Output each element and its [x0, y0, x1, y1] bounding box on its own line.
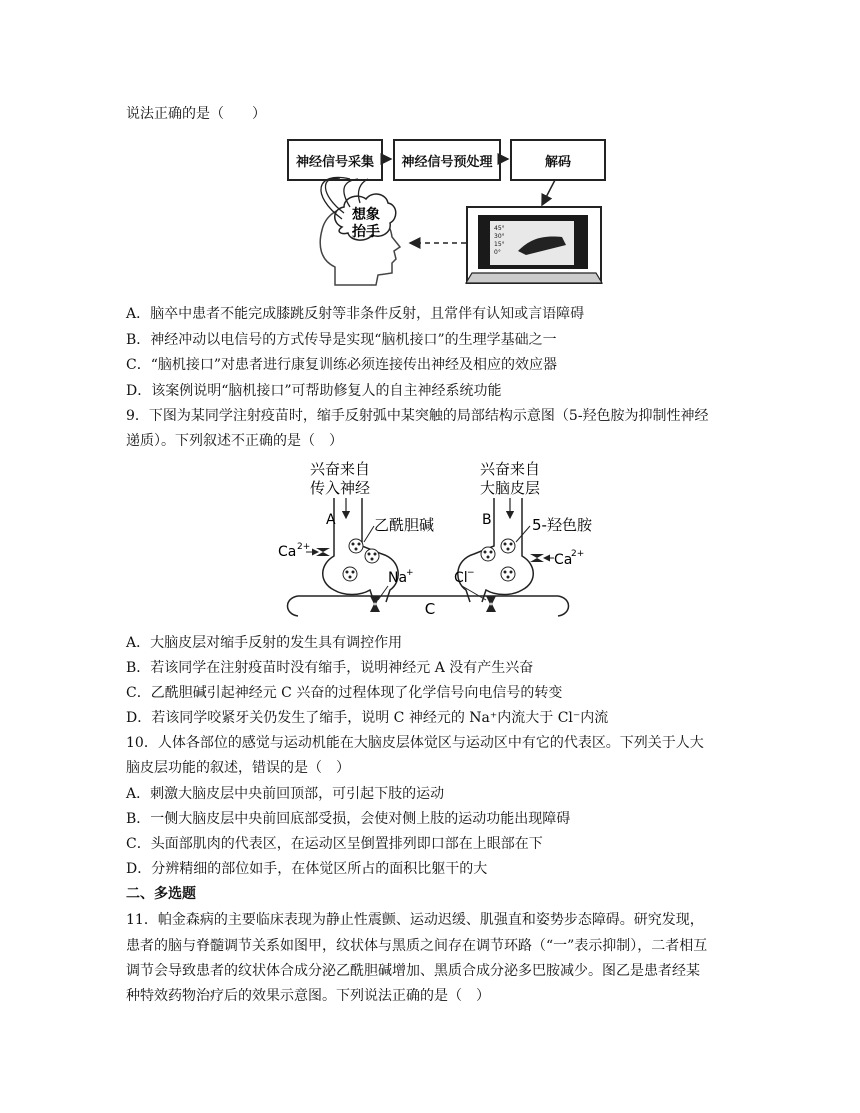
label-a: A: [326, 512, 336, 528]
q8-option-a: A．脑卒中患者不能完成膝跳反射等非条件反射，且常伴有认知或言语障碍: [126, 306, 585, 322]
screen-angle-30: 30°: [494, 233, 505, 240]
label-ca-right: Ca: [554, 552, 573, 568]
left-source-line2: 传入神经: [309, 479, 371, 497]
thought-text-2: 抬手: [352, 224, 380, 240]
q9-option-b: B．若该同学在注射疫苗时没有缩手，说明神经元 A 没有产生兴奋: [126, 660, 534, 676]
label-ca-left-sup: 2+: [297, 542, 311, 552]
q11-line2: 患者的脑与脊髓调节关系如图甲，纹状体与黑质之间存在调节环路（“一”表示抑制），二者相互: [126, 938, 708, 954]
label-na-sup: +: [406, 568, 414, 578]
q8-stem-tail: 说法正确的是（ ）: [126, 106, 266, 122]
q9-option-c: C．乙酰胆碱引起神经元 C 兴奋的过程体现了化学信号向电信号的转变: [126, 685, 563, 701]
label-na: Na: [388, 570, 408, 586]
label-acetylcholine: 乙酰胆碱: [374, 516, 435, 534]
label-c: C: [424, 600, 436, 618]
arrow-decode-to-laptop: [542, 180, 555, 205]
label-cl-sup: −: [467, 568, 475, 578]
bci-diagram: [280, 135, 620, 295]
label-cl: Cl: [454, 570, 468, 586]
section-title-multiple-choice: 二、多选题: [126, 886, 196, 902]
screen-angle-0: 0°: [494, 249, 501, 256]
label-serotonin: 5-羟色胺: [532, 516, 592, 534]
q10-stem-line2: 脑皮层功能的叙述，错误的是（ ）: [126, 760, 350, 776]
right-source-line2: 大脑皮层: [479, 479, 541, 497]
q11-line4: 种特效药物治疗后的效果示意图。下列说法正确的是（ ）: [126, 988, 490, 1004]
q11-line3: 调节会导致患者的纹状体合成分泌乙酰胆碱增加、黑质合成分泌多巴胺减少。图乙是患者经某: [126, 963, 700, 979]
right-source-line1: 兴奋来自: [479, 460, 541, 478]
q10-stem-line1: 10．人体各部位的感觉与运动机能在大脑皮层体觉区与运动区中有它的代表区。下列关于人大: [126, 735, 704, 751]
screen-angle-15: 15°: [494, 241, 505, 248]
q10-option-c: C．头面部肌肉的代表区，在运动区呈倒置排列即口部在上眼部在下: [126, 836, 543, 852]
q9-stem-line2: 递质）。下列叙述不正确的是（ ）: [126, 433, 343, 449]
q11-line1: 11．帕金森病的主要临床表现为静止性震颤、运动迟缓、肌强直和姿势步态障碍。研究发现，: [126, 912, 704, 928]
label-ca-right-sup: 2+: [571, 549, 585, 559]
q10-option-b: B．一侧大脑皮层中央前回底部受损，会使对侧上肢的运动功能出现障碍: [126, 811, 571, 827]
q10-option-a: A．刺激大脑皮层中央前回顶部，可引起下肢的运动: [126, 786, 445, 802]
neuron-b-terminal: [458, 498, 533, 602]
thought-text-1: 想象: [352, 207, 380, 223]
left-source-line1: 兴奋来自: [309, 460, 371, 478]
q8-option-b: B．神经冲动以电信号的方式传导是实现“脑机接口”的生理学基础之一: [126, 332, 557, 348]
flow-box-signal-preprocessing-label: 神经信号预处理: [401, 154, 493, 170]
flow-box-signal-collection-label: 神经信号采集: [295, 154, 374, 170]
synapse-diagram: [278, 456, 592, 626]
laptop-keyboard: [466, 273, 602, 283]
q8-option-c: C．“脑机接口”对患者进行康复训练必须连接传出神经及相应的效应器: [126, 357, 558, 373]
q9-option-d: D．若该同学咬紧牙关仍发生了缩手，说明 C 神经元的 Na⁺内流大于 Cl⁻内流: [126, 710, 609, 726]
label-b: B: [482, 512, 492, 528]
q8-option-d: D．该案例说明“脑机接口”可帮助修复人的自主神经系统功能: [126, 383, 502, 399]
label-ca-left: Ca: [278, 544, 297, 560]
screen-angle-45: 45°: [494, 225, 505, 232]
q9-stem-line1: 9．下图为某同学注射疫苗时，缩手反射弧中某突触的局部结构示意图（5-羟色胺为抑制性神经: [126, 408, 709, 424]
flow-box-decoding-label: 解码: [544, 154, 571, 170]
q10-option-d: D．分辨精细的部位如手，在体觉区所占的面积比躯干的大: [126, 861, 488, 877]
q9-option-a: A．大脑皮层对缩手反射的发生具有调控作用: [126, 635, 403, 651]
